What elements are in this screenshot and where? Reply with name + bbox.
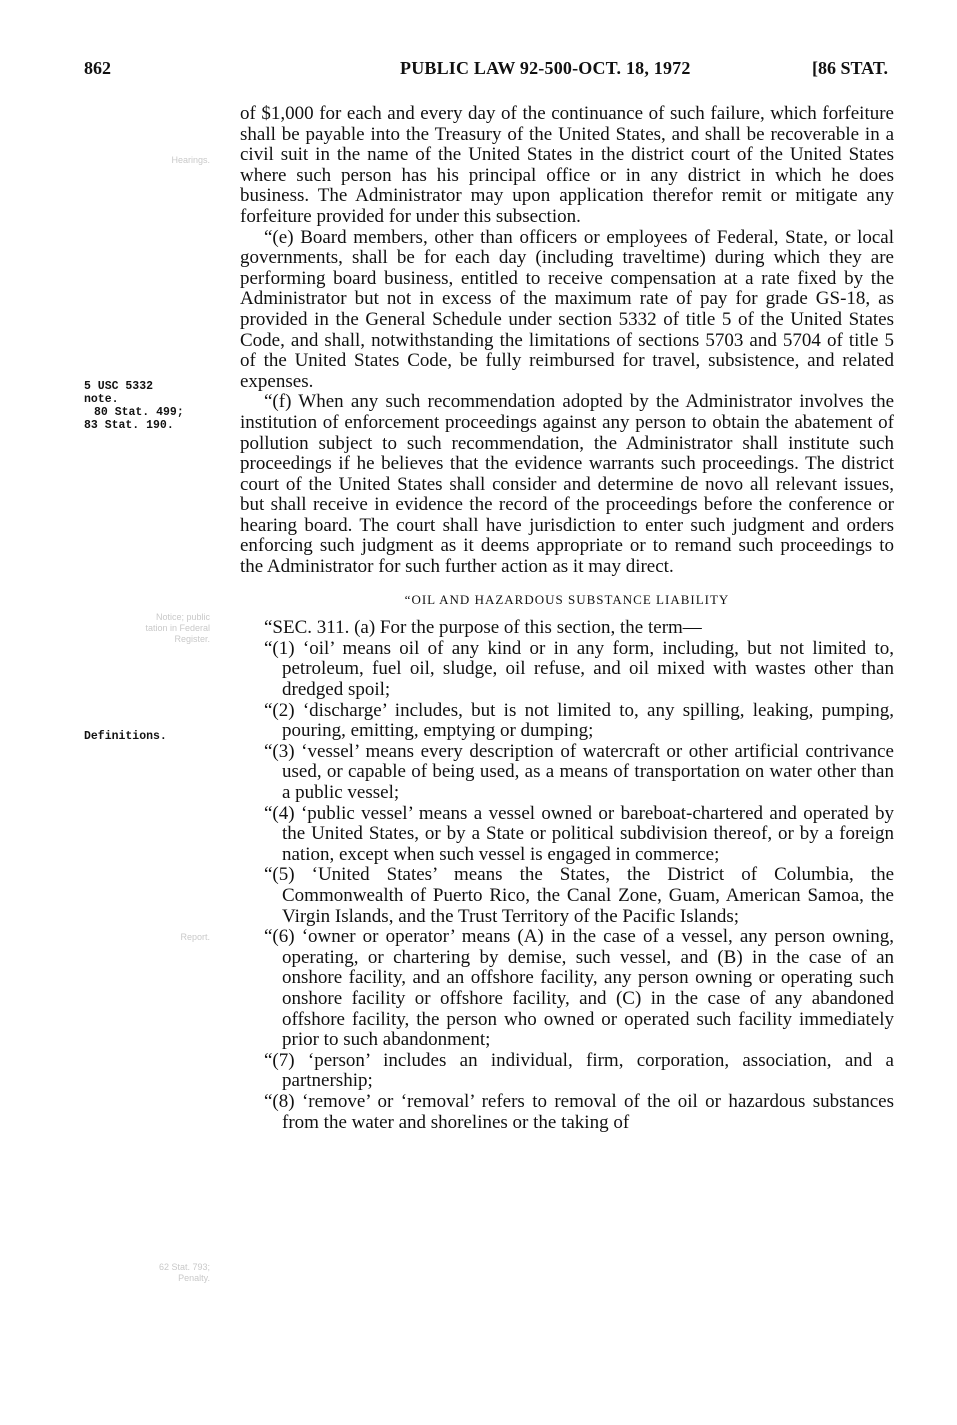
section-intro: “SEC. 311. (a) For the purpose of this section, the term— [264,617,702,639]
ghost-note-notice [100,612,210,645]
paragraph-e: “(e) Board members, other than officers or employees of Federal, State, or local governments, shall be for each day (including traveltime) during which they are performing board business, entitled to receive compensation at a rate fixed by the Administrator but not in excess of the maximum rate of pay for grade GS-18, as provided in the General Schedule under section 5332 of title 5 of the United States Code, and shall, notwithstanding the limitations of sections 5703 and 5704 of title 5 of the United States Code, be fully reimbursed for travel, subsistence, and related expenses. [240,226,894,392]
ghost-line: 62 Stat. 793; [158,1262,210,1272]
page-number: 862 [84,58,111,78]
definition-text: “(8) ‘remove’ or ‘removal’ refers to removal of the oil or hazardous substances from the water and shorelines or the taking of [264,1090,894,1133]
ghost-line: tation in Federal [145,623,210,633]
definition-7 [240,1051,894,1092]
margin-citation [84,380,214,432]
definition-text: “(3) ‘vessel’ means every description of watercraft or other artificial contrivance used, or capable of being used, as a means of transportation on water other than a public vessel; [264,740,894,803]
ghost-line: Penalty. [178,1273,210,1283]
definition-text: “(4) ‘public vessel’ means a vessel owned or bareboat-chartered and operated by the United States, or by a State or political subdivision thereof, or by a foreign nation, except when such vessel is engaged in commerce; [264,802,894,865]
definition-5 [240,865,894,927]
paragraph-f: “(f) When any such recommendation adopted by the Administrator involves the institution of enforcement proceedings against any person to obtain the abatement of pollution subject to such recommendation, the Administrator shall institute such proceedings if he believes that the evidence warrants such proceedings. The district court of the United States shall consider and determine de novo all relevant issues, but shall receive in evidence the record of the proceedings before the conference or hearing board. The court shall have jurisdiction to enter such judgment and orders enforcing such judgment as it deems appropriate or to remand such proceedings to the Administrator for such further action as it may direct. [240,391,894,578]
ghost-line: Register. [174,634,210,644]
citation-line: note. [84,393,119,406]
definition-4 [240,804,894,866]
definition-text: “(6) ‘owner or operator’ means (A) in the case of a vessel, any person owning, operating, or chartering by demise, such vessel, and (B) in the case of an onshore facility, and an offshore facility, any person owning or operating such onshore facility or offshore facility, and (C) in the case of any abandoned offshore facility, the person who owned or operated such facility immediately prior to such abandonment; [264,926,894,1051]
ghost-note-penalty [100,1262,210,1284]
citation-line: 83 Stat. 190. [84,419,174,432]
header-stat: [86 STAT. [812,58,889,78]
header-title: PUBLIC LAW 92-500-OCT. 18, 1972 [400,58,691,78]
body-text [240,104,894,1133]
ghost-note-hearings: Hearings. [171,155,210,165]
ghost-note-report: Report. [180,932,210,942]
definition-text: “(5) ‘United States’ means the States, the District of Columbia, the Commonwealth of Puerto Rico, the Canal Zone, Guam, American Samoa, the Virgin Islands, and the Trust Territory of the Pacific Islands; [264,864,894,927]
section-heading: “OIL AND HAZARDOUS SUBSTANCE LIABILITY [404,591,730,607]
citation-line: 80 Stat. 499; [94,406,184,419]
margin-definitions: Definitions. [84,730,167,743]
definition-1 [240,639,894,701]
definition-6 [240,927,894,1051]
definition-8 [240,1092,894,1133]
definition-2 [240,701,894,742]
definition-3 [240,742,894,804]
definition-text: “(1) ‘oil’ means oil of any kind or in any form, including, but not limited to, petroleum, fuel oil, sludge, oil refuse, and oil mixed with wastes other than dredged spoil; [264,637,894,701]
paragraph: of $1,000 for each and every day of the continuance of such failure, which forfeiture shall be payable into the Treasury of the United States, and shall be recoverable in a civil suit in the name of the United States in the district court of the United States where such person has his principal office or in any district in which he does business. The Administrator may upon application therefor remit or mitigate any forfeiture provided for under this subsection. [240,103,894,227]
definition-text: “(2) ‘discharge’ includes, but is not limited to, any spilling, leaking, pumping, pouring, emitting, emptying or dumping; [264,699,894,742]
ghost-line: Notice; public [155,612,210,622]
definition-text: “(7) ‘person’ includes an individual, firm, corporation, association, and a partnership; [264,1049,894,1092]
running-header [0,58,957,82]
citation-line: 5 USC 5332 [84,380,154,393]
